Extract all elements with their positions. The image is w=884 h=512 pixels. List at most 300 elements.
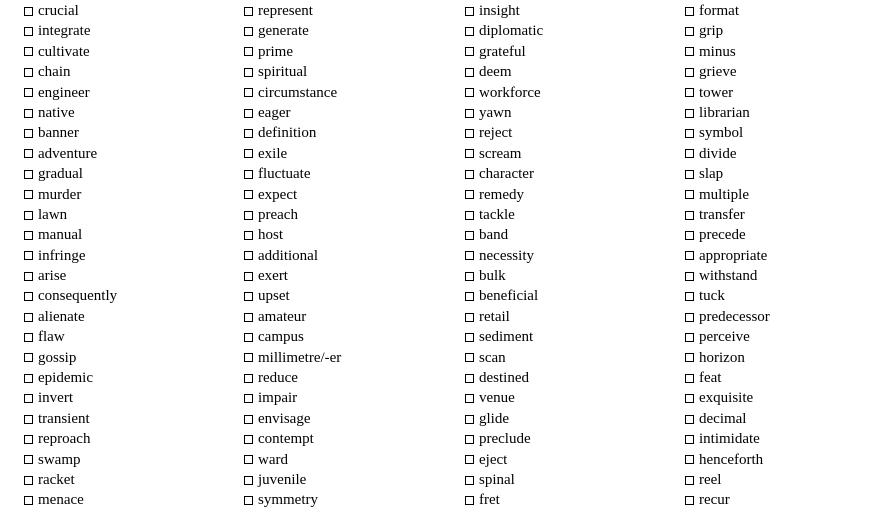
checkbox-icon[interactable] — [244, 47, 253, 56]
word-label: divide — [699, 145, 737, 162]
word-item — [465, 266, 543, 286]
word-item — [244, 83, 341, 103]
word-item — [24, 42, 117, 62]
word-label: feat — [699, 370, 722, 387]
checkbox-icon[interactable] — [465, 435, 474, 444]
word-label: flaw — [38, 329, 65, 346]
word-item — [465, 246, 543, 266]
word-label: exquisite — [699, 390, 754, 407]
word-item — [244, 164, 341, 184]
word-label: format — [699, 3, 739, 19]
word-label: gossip — [38, 349, 77, 366]
word-item — [685, 409, 770, 429]
word-label: diplomatic — [479, 23, 544, 40]
word-item — [24, 205, 117, 225]
word-label: horizon — [699, 349, 745, 366]
word-label: upset — [258, 288, 290, 305]
checkbox-icon[interactable] — [465, 7, 474, 16]
checkbox-icon[interactable] — [24, 435, 33, 444]
word-label: band — [479, 227, 509, 244]
word-label: circumstance — [258, 84, 338, 101]
word-label: adventure — [38, 145, 98, 162]
checkbox-icon[interactable] — [465, 47, 474, 56]
word-label: transient — [38, 410, 90, 427]
checkbox-icon[interactable] — [465, 374, 474, 383]
checkbox-icon[interactable] — [465, 476, 474, 485]
word-item — [244, 225, 341, 245]
word-label: character — [479, 166, 534, 183]
checkbox-icon[interactable] — [24, 292, 33, 301]
word-item — [244, 1, 341, 21]
checkbox-icon[interactable] — [24, 109, 33, 118]
checkbox-icon[interactable] — [24, 88, 33, 97]
checkbox-icon[interactable] — [685, 374, 694, 383]
word-item — [685, 1, 770, 21]
word-item — [465, 368, 543, 388]
word-label: contempt — [258, 431, 314, 448]
word-item — [24, 307, 117, 327]
word-label: librarian — [699, 104, 750, 121]
checkbox-icon[interactable] — [24, 190, 33, 199]
word-label: withstand — [699, 268, 758, 285]
word-item — [685, 327, 770, 347]
word-item — [244, 266, 341, 286]
checkbox-icon[interactable] — [685, 435, 694, 444]
word-item — [465, 103, 543, 123]
word-label: venue — [479, 390, 515, 407]
word-item — [244, 205, 341, 225]
word-item — [685, 42, 770, 62]
checkbox-icon[interactable] — [685, 7, 694, 16]
word-item — [244, 409, 341, 429]
word-item — [24, 266, 117, 286]
word-label: yawn — [479, 104, 512, 121]
word-label: decimal — [699, 410, 747, 427]
checkbox-icon[interactable] — [244, 109, 253, 118]
word-item — [244, 450, 341, 470]
word-label: consequently — [38, 288, 118, 305]
word-label: glide — [479, 410, 509, 427]
word-label: symmetry — [258, 492, 318, 509]
word-label: bulk — [479, 268, 506, 285]
word-item — [244, 62, 341, 82]
checkbox-icon[interactable] — [244, 353, 253, 362]
checkbox-icon[interactable] — [24, 68, 33, 77]
word-label: amateur — [258, 308, 307, 325]
checkbox-icon[interactable] — [685, 47, 694, 56]
word-label: grieve — [699, 64, 737, 81]
word-item — [685, 62, 770, 82]
word-label: racket — [38, 471, 75, 488]
word-label: intimidate — [699, 431, 760, 448]
checkbox-icon[interactable] — [465, 88, 474, 97]
checkbox-icon[interactable] — [24, 455, 33, 464]
word-item — [24, 388, 117, 408]
word-item — [685, 368, 770, 388]
word-item — [24, 348, 117, 368]
word-item — [244, 327, 341, 347]
word-label: preach — [258, 206, 298, 223]
word-item — [465, 450, 543, 470]
word-label: swamp — [38, 451, 81, 468]
checkbox-icon[interactable] — [244, 129, 253, 138]
checkbox-icon[interactable] — [244, 455, 253, 464]
checkbox-icon[interactable] — [685, 109, 694, 118]
word-label: tower — [699, 84, 734, 101]
checkbox-icon[interactable] — [244, 333, 253, 342]
word-label: envisage — [258, 410, 311, 427]
word-label: spinal — [479, 471, 515, 488]
word-label: scream — [479, 145, 522, 162]
word-item — [244, 123, 341, 143]
word-item — [685, 21, 770, 41]
word-label: insight — [479, 3, 520, 19]
word-label: fluctuate — [258, 166, 311, 183]
checkbox-icon[interactable] — [465, 211, 474, 220]
word-label: gradual — [38, 166, 83, 183]
word-label: transfer — [699, 206, 745, 223]
checkbox-icon[interactable] — [685, 496, 694, 505]
word-item — [24, 21, 117, 41]
word-item — [24, 185, 117, 205]
word-item — [685, 266, 770, 286]
word-label: tackle — [479, 206, 515, 223]
checkbox-icon[interactable] — [24, 374, 33, 383]
checkbox-icon[interactable] — [685, 333, 694, 342]
checkbox-icon[interactable] — [685, 68, 694, 77]
word-item — [685, 225, 770, 245]
word-label: reject — [479, 125, 513, 142]
word-label: juvenile — [258, 471, 307, 488]
checkbox-icon[interactable] — [685, 455, 694, 464]
word-label: precede — [699, 227, 746, 244]
checkbox-icon[interactable] — [465, 313, 474, 322]
word-label: prime — [258, 43, 293, 60]
checkbox-icon[interactable] — [24, 211, 33, 220]
word-label: preclude — [479, 431, 531, 448]
checkbox-icon[interactable] — [685, 231, 694, 240]
word-label: lawn — [38, 206, 68, 223]
checkbox-icon[interactable] — [465, 333, 474, 342]
word-label: slap — [699, 166, 724, 183]
word-item — [24, 123, 117, 143]
checkbox-icon[interactable] — [24, 272, 33, 281]
word-label: epidemic — [38, 370, 93, 387]
word-item — [685, 205, 770, 225]
word-item — [465, 429, 543, 449]
word-label: ward — [258, 451, 288, 468]
word-item — [244, 42, 341, 62]
word-item — [465, 409, 543, 429]
word-label: recur — [699, 492, 730, 509]
word-label: additional — [258, 247, 318, 264]
checkbox-icon[interactable] — [244, 231, 253, 240]
word-item — [465, 123, 543, 143]
checkbox-icon[interactable] — [24, 47, 33, 56]
checkbox-icon[interactable] — [244, 272, 253, 281]
checkbox-icon[interactable] — [24, 27, 33, 36]
word-item — [685, 307, 770, 327]
word-label: represent — [258, 3, 313, 19]
checkbox-icon[interactable] — [244, 149, 253, 158]
checkbox-icon[interactable] — [24, 496, 33, 505]
checkbox-icon[interactable] — [685, 476, 694, 485]
word-label: arise — [38, 268, 67, 285]
word-label: cultivate — [38, 43, 90, 60]
word-item — [685, 164, 770, 184]
word-label: campus — [258, 329, 304, 346]
word-label: menace — [38, 492, 84, 509]
word-label: native — [38, 104, 75, 121]
word-label: infringe — [38, 247, 86, 264]
word-label: banner — [38, 125, 79, 142]
checkbox-icon[interactable] — [465, 129, 474, 138]
word-item — [24, 225, 117, 245]
word-item — [244, 368, 341, 388]
word-item — [24, 429, 117, 449]
word-item — [465, 286, 543, 306]
checkbox-icon[interactable] — [244, 170, 253, 179]
checkbox-icon[interactable] — [465, 27, 474, 36]
word-item — [465, 327, 543, 347]
checkbox-icon[interactable] — [24, 129, 33, 138]
checkbox-icon[interactable] — [244, 435, 253, 444]
word-label: sediment — [479, 329, 534, 346]
word-label: deem — [479, 64, 512, 81]
word-item — [465, 164, 543, 184]
checkbox-icon[interactable] — [685, 272, 694, 281]
word-item — [465, 1, 543, 21]
word-label: workforce — [479, 84, 541, 101]
word-column-4 — [685, 1, 770, 511]
checkbox-icon[interactable] — [244, 313, 253, 322]
word-item — [465, 307, 543, 327]
checkbox-icon[interactable] — [465, 272, 474, 281]
word-label: impair — [258, 390, 298, 407]
checkbox-icon[interactable] — [24, 394, 33, 403]
word-item — [685, 185, 770, 205]
word-item — [24, 409, 117, 429]
word-label: tuck — [699, 288, 725, 305]
word-label: expect — [258, 186, 298, 203]
word-label: grateful — [479, 43, 526, 60]
checkbox-icon[interactable] — [685, 27, 694, 36]
word-item — [465, 205, 543, 225]
word-label: reduce — [258, 370, 298, 387]
word-label: appropriate — [699, 247, 768, 264]
checkbox-icon[interactable] — [244, 68, 253, 77]
word-label: generate — [258, 23, 309, 40]
checkbox-icon[interactable] — [244, 251, 253, 260]
checkbox-icon[interactable] — [244, 190, 253, 199]
word-item — [244, 246, 341, 266]
word-label: reproach — [38, 431, 91, 448]
word-label: perceive — [699, 329, 750, 346]
word-label: alienate — [38, 308, 85, 325]
word-item — [24, 368, 117, 388]
word-label: exile — [258, 145, 288, 162]
checkbox-icon[interactable] — [465, 394, 474, 403]
checkbox-icon[interactable] — [465, 496, 474, 505]
checkbox-icon[interactable] — [24, 251, 33, 260]
checkbox-icon[interactable] — [24, 313, 33, 322]
word-item — [685, 348, 770, 368]
word-item — [244, 144, 341, 164]
word-item — [244, 388, 341, 408]
checkbox-icon[interactable] — [465, 292, 474, 301]
word-column-1 — [24, 1, 117, 511]
word-item — [24, 83, 117, 103]
word-label: murder — [38, 186, 82, 203]
word-label: beneficial — [479, 288, 539, 305]
checkbox-icon[interactable] — [465, 149, 474, 158]
word-label: scan — [479, 349, 506, 366]
checkbox-icon[interactable] — [24, 415, 33, 424]
vocabulary-checklist — [24, 1, 884, 512]
checkbox-icon[interactable] — [24, 7, 33, 16]
checkbox-icon[interactable] — [685, 190, 694, 199]
word-item — [465, 62, 543, 82]
word-item — [244, 21, 341, 41]
word-item — [465, 83, 543, 103]
word-item — [685, 246, 770, 266]
word-label: host — [258, 227, 284, 244]
word-item — [685, 429, 770, 449]
checkbox-icon[interactable] — [244, 292, 253, 301]
word-label: grip — [699, 23, 724, 40]
checkbox-icon[interactable] — [24, 476, 33, 485]
word-item — [685, 144, 770, 164]
checkbox-icon[interactable] — [244, 394, 253, 403]
word-item — [685, 470, 770, 490]
word-item — [465, 470, 543, 490]
word-label: millimetre/-er — [258, 349, 342, 366]
checkbox-icon[interactable] — [244, 476, 253, 485]
word-item — [244, 185, 341, 205]
checkbox-icon[interactable] — [244, 7, 253, 16]
checkbox-icon[interactable] — [244, 496, 253, 505]
word-label: remedy — [479, 186, 524, 203]
word-label: invert — [38, 390, 73, 407]
word-item — [24, 62, 117, 82]
word-label: manual — [38, 227, 83, 244]
word-item — [24, 286, 117, 306]
word-item — [24, 144, 117, 164]
checkbox-icon[interactable] — [685, 170, 694, 179]
checkbox-icon[interactable] — [685, 149, 694, 158]
checkbox-icon[interactable] — [685, 251, 694, 260]
word-label: retail — [479, 308, 510, 325]
word-item — [24, 470, 117, 490]
word-item — [685, 450, 770, 470]
word-label: multiple — [699, 186, 749, 203]
word-label: symbol — [699, 125, 744, 142]
word-item — [244, 286, 341, 306]
checkbox-icon[interactable] — [685, 292, 694, 301]
word-label: definition — [258, 125, 317, 142]
word-label: integrate — [38, 23, 91, 40]
word-item — [685, 83, 770, 103]
checkbox-icon[interactable] — [244, 374, 253, 383]
word-label: eager — [258, 104, 291, 121]
word-item — [24, 246, 117, 266]
word-item — [24, 1, 117, 21]
word-label: predecessor — [699, 308, 770, 325]
checkbox-icon[interactable] — [24, 333, 33, 342]
word-item — [465, 348, 543, 368]
word-label: eject — [479, 451, 508, 468]
word-item — [24, 450, 117, 470]
word-item — [244, 103, 341, 123]
word-label: reel — [699, 471, 722, 488]
word-item — [465, 21, 543, 41]
checkbox-icon[interactable] — [465, 68, 474, 77]
word-item — [24, 490, 117, 510]
word-item — [465, 144, 543, 164]
checkbox-icon[interactable] — [244, 211, 253, 220]
checkbox-icon[interactable] — [244, 88, 253, 97]
word-item — [465, 388, 543, 408]
checkbox-icon[interactable] — [24, 149, 33, 158]
word-item — [465, 42, 543, 62]
word-label: exert — [258, 268, 288, 285]
word-label: henceforth — [699, 451, 764, 468]
checkbox-icon[interactable] — [685, 88, 694, 97]
word-label: minus — [699, 43, 736, 60]
word-item — [685, 388, 770, 408]
checkbox-icon[interactable] — [685, 129, 694, 138]
word-item — [685, 123, 770, 143]
checkbox-icon[interactable] — [685, 415, 694, 424]
word-item — [244, 429, 341, 449]
checkbox-icon[interactable] — [465, 231, 474, 240]
word-column-3 — [465, 1, 543, 511]
word-item — [465, 490, 543, 510]
checkbox-icon[interactable] — [24, 353, 33, 362]
word-item — [685, 490, 770, 510]
checkbox-icon[interactable] — [465, 455, 474, 464]
checkbox-icon[interactable] — [685, 313, 694, 322]
word-label: crucial — [38, 3, 79, 19]
word-column-2 — [244, 1, 341, 511]
checkbox-icon[interactable] — [244, 27, 253, 36]
checkbox-icon[interactable] — [465, 109, 474, 118]
checkbox-icon[interactable] — [244, 415, 253, 424]
word-label: engineer — [38, 84, 90, 101]
checkbox-icon[interactable] — [24, 170, 33, 179]
checkbox-icon[interactable] — [465, 190, 474, 199]
word-label: necessity — [479, 247, 534, 264]
checkbox-icon[interactable] — [685, 394, 694, 403]
word-item — [244, 490, 341, 510]
word-item — [24, 103, 117, 123]
word-item — [685, 103, 770, 123]
checkbox-icon[interactable] — [465, 415, 474, 424]
checkbox-icon[interactable] — [685, 211, 694, 220]
word-item — [465, 185, 543, 205]
word-label: spiritual — [258, 64, 308, 81]
word-item — [24, 164, 117, 184]
word-label: destined — [479, 370, 529, 387]
checkbox-icon[interactable] — [465, 251, 474, 260]
word-item — [244, 348, 341, 368]
word-label: fret — [479, 492, 500, 509]
checkbox-icon[interactable] — [465, 170, 474, 179]
checkbox-icon[interactable] — [24, 231, 33, 240]
checkbox-icon[interactable] — [465, 353, 474, 362]
checkbox-icon[interactable] — [685, 353, 694, 362]
word-item — [465, 225, 543, 245]
